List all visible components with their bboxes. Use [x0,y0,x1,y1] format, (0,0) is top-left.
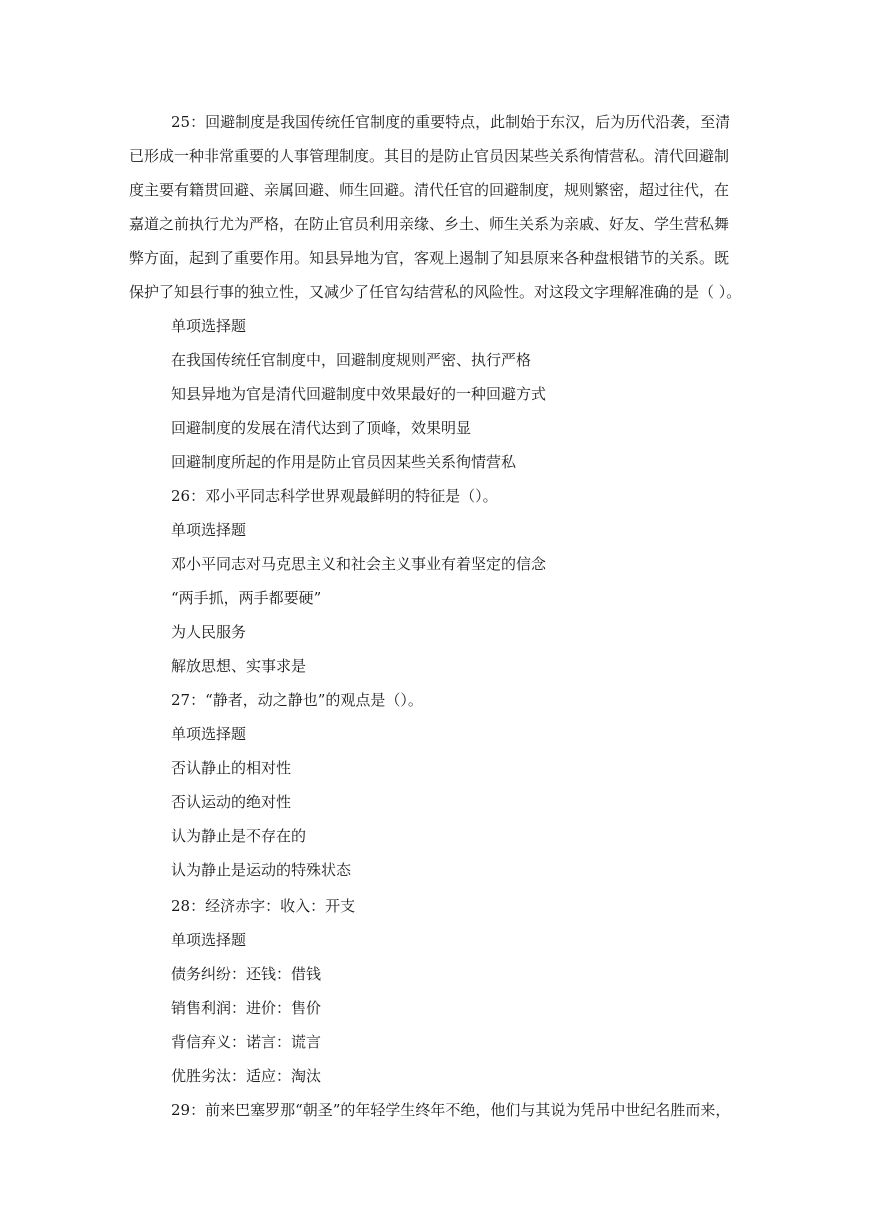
q26-question-type: 单项选择题 [171,521,247,539]
q27-option-b: 否认运动的绝对性 [171,793,292,811]
q25-option-c: 回避制度的发展在清代达到了顶峰，效果明显 [171,419,472,437]
q26-option-b: “两手抓，两手都要硬” [171,589,322,607]
q29-stem: 29：前来巴塞罗那“朝圣”的年轻学生终年不绝，他们与其说为凭吊中世纪名胜而来， [171,1101,731,1119]
q27-stem: 27：“静者，动之静也”的观点是（）。 [171,691,423,709]
q26-option-a: 邓小平同志对马克思主义和社会主义事业有着坚定的信念 [171,555,547,573]
q26-option-c: 为人民服务 [171,623,247,641]
q26-stem: 26：邓小平同志科学世界观最鲜明的特征是（）。 [171,487,498,505]
q25-question-type: 单项选择题 [171,317,247,335]
q25-option-b: 知县异地为官是清代回避制度中效果最好的一种回避方式 [171,385,547,403]
q28-option-c: 背信弃义：诺言：谎言 [171,1033,322,1051]
q25-stem-line-1: 25：回避制度是我国传统任官制度的重要特点，此制始于东汉，后为历代沿袭，至清 [171,113,731,131]
q25-stem-line-5: 弊方面，起到了重要作用。知县异地为官，客观上遏制了知县原来各种盘根错节的关系。既 [129,249,730,267]
q27-option-d: 认为静止是运动的特殊状态 [171,861,352,879]
q25-stem-line-3: 度主要有籍贯回避、亲属回避、师生回避。清代任官的回避制度，规则繁密，超过往代，在 [129,181,730,199]
q25-stem-line-2: 已形成一种非常重要的人事管理制度。其目的是防止官员因某些关系徇情营私。清代回避制 [129,147,730,165]
q27-question-type: 单项选择题 [171,725,247,743]
q28-option-b: 销售利润：进价：售价 [171,999,322,1017]
q28-option-a: 债务纠纷：还钱：借钱 [171,965,322,983]
q25-stem-line-4: 嘉道之前执行尤为严格，在防止官员利用亲缘、乡土、师生关系为亲戚、好友、学生营私舞 [129,215,730,233]
q27-option-a: 否认静止的相对性 [171,759,292,777]
q28-stem: 28：经济赤字：收入：开支 [171,897,356,915]
q28-question-type: 单项选择题 [171,931,247,949]
q25-option-d: 回避制度所起的作用是防止官员因某些关系徇情营私 [171,453,517,471]
q25-stem-line-6: 保护了知县行事的独立性，又减少了任官勾结营私的风险性。对这段文字理解准确的是（ ）。 [129,283,742,301]
q28-option-d: 优胜劣汰：适应：淘汰 [171,1067,322,1085]
q25-option-a: 在我国传统任官制度中，回避制度规则严密、执行严格 [171,351,532,369]
q27-option-c: 认为静止是不存在的 [171,827,307,845]
q26-option-d: 解放思想、实事求是 [171,657,307,675]
